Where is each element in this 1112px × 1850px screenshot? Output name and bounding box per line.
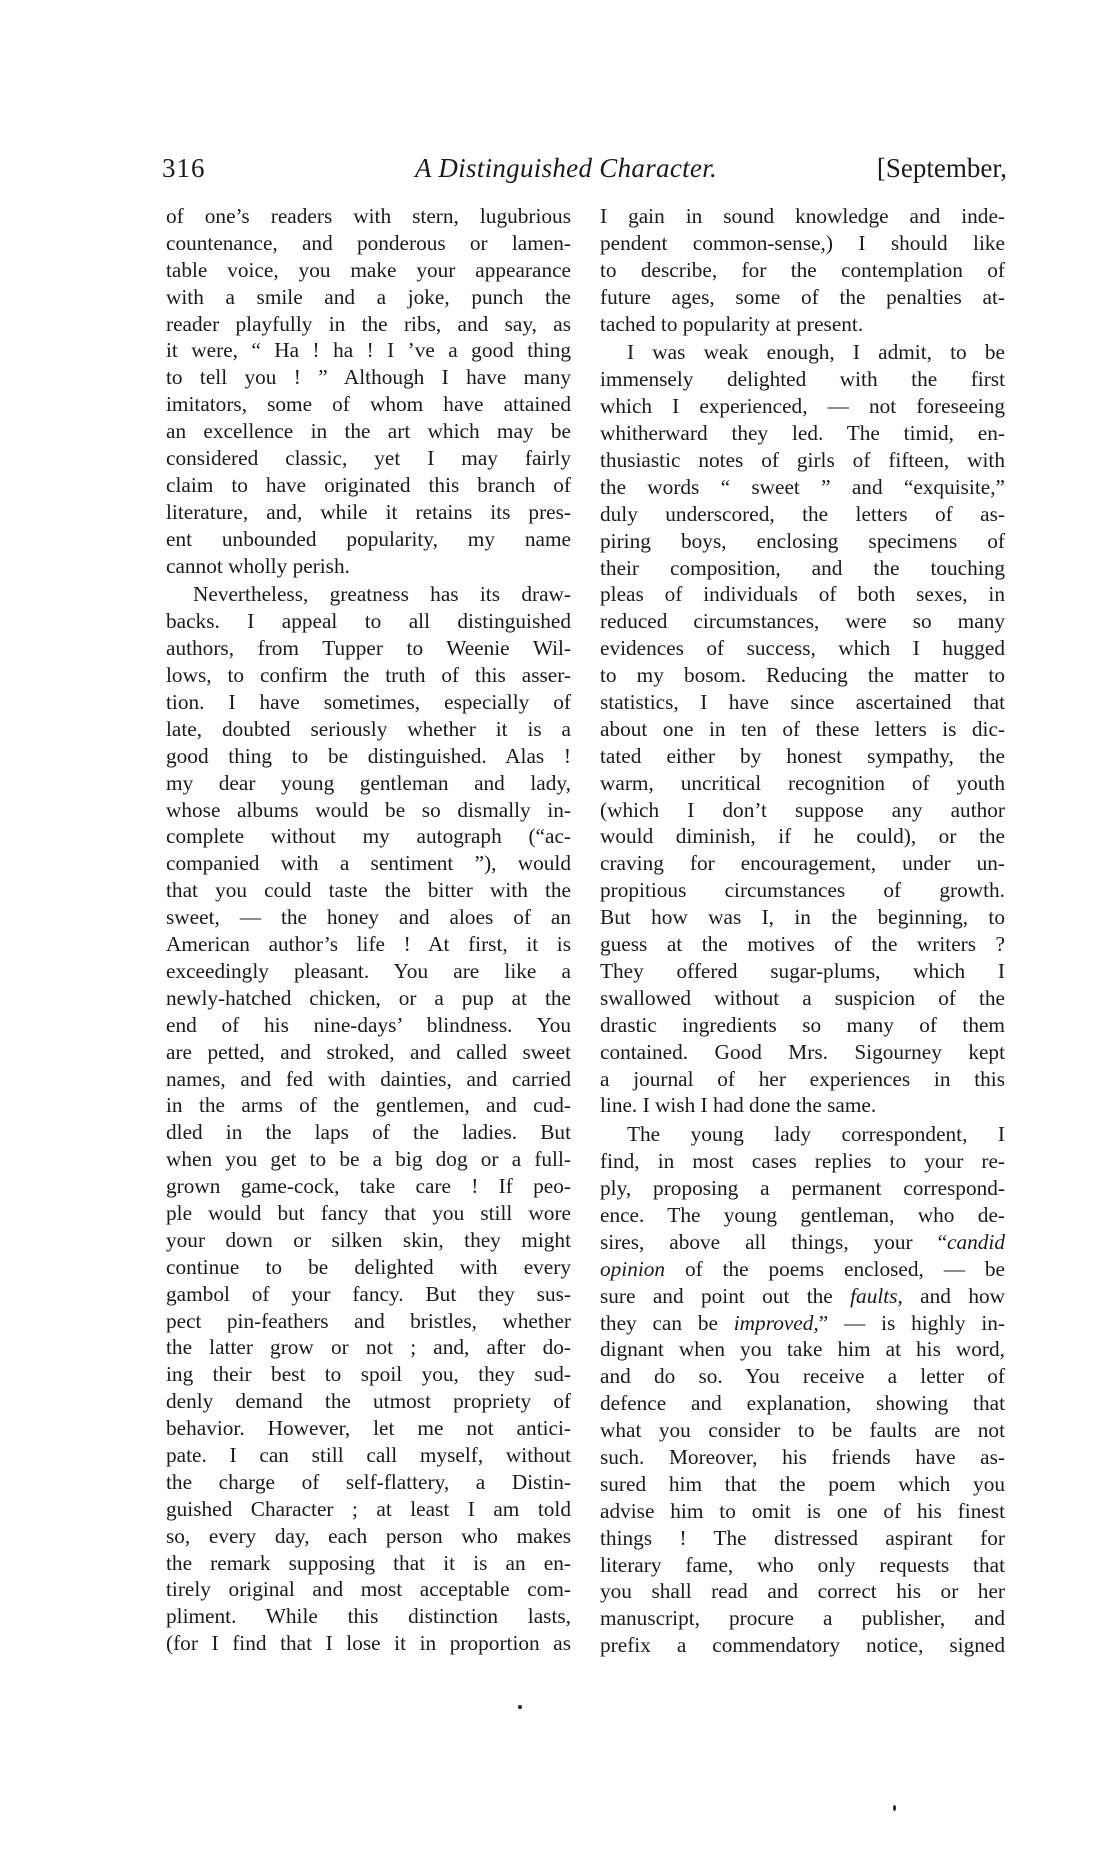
text-line: I was weak enough, I admit, to be: [627, 340, 1005, 365]
text-line: things ! The distressed aspirant for: [600, 1525, 1005, 1550]
text-line: which I experienced, — not foreseeing: [600, 394, 1005, 419]
text-line: gambol of your fancy. But they sus-: [166, 1281, 571, 1306]
text-line: drastic ingredients so many of them: [600, 1012, 1005, 1037]
text-line: denly demand the utmost propriety of: [166, 1389, 571, 1414]
text-line: pendent common-sense,) I should like: [600, 230, 1005, 255]
text-line: are petted, and stroked, and called sweet: [166, 1039, 571, 1064]
text-line: Nevertheless, greatness has its draw-: [193, 582, 571, 607]
text-line: piring boys, enclosing specimens of: [600, 528, 1005, 553]
text-line: [600, 1229, 1005, 1256]
text-line: and do so. You receive a letter of: [600, 1364, 1005, 1389]
text-line: ence. The young gentleman, who de-: [600, 1202, 1005, 1227]
text-line: considered classic, yet I may fairly: [166, 446, 571, 471]
text-line: But how was I, in the beginning, to: [600, 905, 1005, 930]
text-line: (which I don’t suppose any author: [600, 797, 1005, 822]
text-line: continue to be delighted with every: [166, 1254, 571, 1279]
text-line: about one in ten of these letters is dic-: [600, 716, 1005, 741]
text-line: tached to popularity at present.: [600, 311, 864, 336]
emphasis: opinion: [600, 1256, 666, 1281]
text-line: guished Character ; at least I am told: [166, 1496, 571, 1521]
text-line: immensely delighted with the first: [600, 367, 1005, 392]
text-line: that you could taste the bitter with the: [166, 878, 571, 903]
text-line: your down or silken skin, they might: [166, 1227, 571, 1252]
text-line: pect pin-feathers and bristles, whether: [166, 1308, 571, 1333]
text-line: what you consider to be faults are not: [600, 1418, 1005, 1443]
text-line: ent unbounded popularity, my name: [166, 526, 571, 551]
text-line: sweet, — the honey and aloes of an: [166, 905, 571, 930]
text-line: when you get to be a big dog or a full-: [166, 1147, 571, 1172]
text-line: pliment. While this distinction lasts,: [166, 1604, 571, 1629]
text-line: line. I wish I had done the same.: [600, 1093, 877, 1118]
text-line: their composition, and the touching: [600, 555, 1005, 580]
line-text: ” — is highly in-: [818, 1310, 1005, 1335]
text-line: They offered sugar-plums, which I: [600, 958, 1005, 983]
text-line: ple would but fancy that you still wore: [166, 1200, 571, 1225]
text-line: a journal of her experiences in this: [600, 1066, 1005, 1091]
text-line: literature, and, while it retains its pres-: [166, 499, 571, 524]
text-line: countenance, and ponderous or lamen-: [166, 230, 571, 255]
text-line: craving for encouragement, under un-: [600, 851, 1005, 876]
text-line: claim to have originated this branch of: [166, 472, 571, 497]
left-column: [166, 203, 571, 1657]
text-line: [600, 1283, 1005, 1310]
text-line: exceedingly pleasant. You are like a: [166, 958, 571, 983]
text-line: [600, 1256, 1005, 1283]
text-line: contained. Good Mrs. Sigourney kept: [600, 1039, 1005, 1064]
line-text: they can be: [600, 1310, 734, 1335]
text-line: find, in most cases replies to your re-: [600, 1149, 1005, 1174]
text-line: reduced circumstances, were so many: [600, 609, 1005, 634]
right-column: [600, 203, 1005, 1659]
text-line: pate. I can still call myself, without: [166, 1442, 571, 1467]
text-line: whose albums would be so dismally in-: [166, 797, 571, 822]
text-line: names, and fed with dainties, and carried: [166, 1066, 571, 1091]
text-line: would diminish, if he could), or the: [600, 824, 1005, 849]
text-line: ply, proposing a permanent correspond-: [600, 1176, 1005, 1201]
text-line: late, doubted seriously whether it is a: [166, 716, 571, 741]
text-line: American author’s life ! At first, it is: [166, 932, 571, 957]
text-line: end of his nine-days’ blindness. You: [166, 1012, 571, 1037]
emphasis: candid: [947, 1229, 1005, 1254]
text-line: manuscript, procure a publisher, and: [600, 1606, 1005, 1631]
text-line: I gain in sound knowledge and inde-: [600, 204, 1005, 228]
text-line: it were, “ Ha ! ha ! I ’ve a good thing: [166, 338, 571, 363]
line-text: sires, above all things, your “: [600, 1229, 948, 1254]
text-line: to describe, for the contemplation of: [600, 257, 1005, 282]
text-line: whitherward they led. The timid, en-: [600, 421, 1005, 446]
text-line: such. Moreover, his friends have as-: [600, 1444, 1005, 1469]
text-line: tirely original and most acceptable com-: [166, 1577, 571, 1602]
page-number: 316: [162, 153, 206, 183]
text-line: newly-hatched chicken, or a pup at the: [166, 985, 571, 1010]
scan-speck: [893, 1805, 896, 1811]
text-line: an excellence in the art which may be: [166, 419, 571, 444]
text-line: complete without my autograph (“ac-: [166, 824, 571, 849]
text-line: in the arms of the gentlemen, and cud-: [166, 1093, 571, 1118]
text-line: to tell you ! ” Although I have many: [166, 365, 571, 390]
text-line: prefix a commendatory notice, signed: [600, 1633, 1005, 1658]
text-line: literary fame, who only requests that: [600, 1552, 1005, 1577]
text-line: the words “ sweet ” and “exquisite,”: [600, 474, 1005, 499]
text-line: cannot wholly perish.: [166, 553, 350, 578]
text-line: defence and explanation, showing that: [600, 1391, 1005, 1416]
text-line: statistics, I have since ascertained that: [600, 690, 1005, 715]
emphasis: faults: [850, 1283, 898, 1308]
text-line: with a smile and a joke, punch the: [166, 284, 571, 309]
text-line: ing their best to spoil you, they sud-: [166, 1362, 571, 1387]
text-line: authors, from Tupper to Weenie Wil-: [166, 636, 571, 661]
text-line: dled in the laps of the ladies. But: [166, 1120, 571, 1145]
line-text: of the poems enclosed, — be: [665, 1256, 1005, 1281]
text-line: warm, uncritical recognition of youth: [600, 770, 1005, 795]
line-text: , and how: [897, 1283, 1005, 1308]
text-line: reader playfully in the ribs, and say, as: [166, 311, 571, 336]
text-line: tion. I have sometimes, especially of: [166, 690, 571, 715]
text-line: swallowed without a suspicion of the: [600, 985, 1005, 1010]
text-line: (for I find that I lose it in proportion as: [166, 1631, 571, 1656]
text-line: future ages, some of the penalties at-: [600, 284, 1005, 309]
running-head: [162, 150, 1007, 186]
text-line: thusiastic notes of girls of fifteen, with: [600, 448, 1005, 473]
text-line: so, every day, each person who makes: [166, 1523, 571, 1548]
emphasis: improved,: [733, 1310, 819, 1335]
scan-speck: [518, 1705, 522, 1709]
text-line: dignant when you take him at his word,: [600, 1337, 1005, 1362]
article-title: A Distinguished Character.: [415, 153, 718, 183]
text-line: table voice, you make your appearance: [166, 257, 571, 282]
text-line: pleas of individuals of both sexes, in: [600, 582, 1005, 607]
text-line: The young lady correspondent, I: [627, 1122, 1005, 1147]
text-line: to my bosom. Reducing the matter to: [600, 663, 1005, 688]
text-line: grown game-cock, take care ! If peo-: [166, 1174, 571, 1199]
text-line: duly underscored, the letters of as-: [600, 501, 1005, 526]
text-line: you shall read and correct his or her: [600, 1579, 1005, 1604]
text-line: [600, 1310, 1005, 1337]
text-line: imitators, some of whom have attained: [166, 392, 571, 417]
issue-month: [September,: [876, 153, 1007, 183]
text-line: lows, to confirm the truth of this asser-: [166, 663, 571, 688]
text-line: of one’s readers with stern, lugubrious: [166, 204, 571, 228]
text-line: good thing to be distinguished. Alas !: [166, 743, 571, 768]
text-line: guess at the motives of the writers ?: [600, 932, 1005, 957]
line-text: sure and point out the: [600, 1283, 851, 1308]
text-line: evidences of success, which I hugged: [600, 636, 1005, 661]
text-line: my dear young gentleman and lady,: [166, 770, 571, 795]
text-line: behavior. However, let me not antici-: [166, 1416, 571, 1441]
text-line: tated either by honest sympathy, the: [600, 743, 1005, 768]
text-line: backs. I appeal to all distinguished: [166, 609, 571, 634]
text-line: the latter grow or not ; and, after do-: [166, 1335, 571, 1360]
text-line: propitious circumstances of growth.: [600, 878, 1005, 903]
text-line: the remark supposing that it is an en-: [166, 1550, 571, 1575]
text-line: sured him that the poem which you: [600, 1471, 1005, 1496]
text-line: the charge of self-flattery, a Distin-: [166, 1469, 571, 1494]
text-line: advise him to omit is one of his finest: [600, 1498, 1005, 1523]
text-line: companied with a sentiment ”), would: [166, 851, 571, 876]
